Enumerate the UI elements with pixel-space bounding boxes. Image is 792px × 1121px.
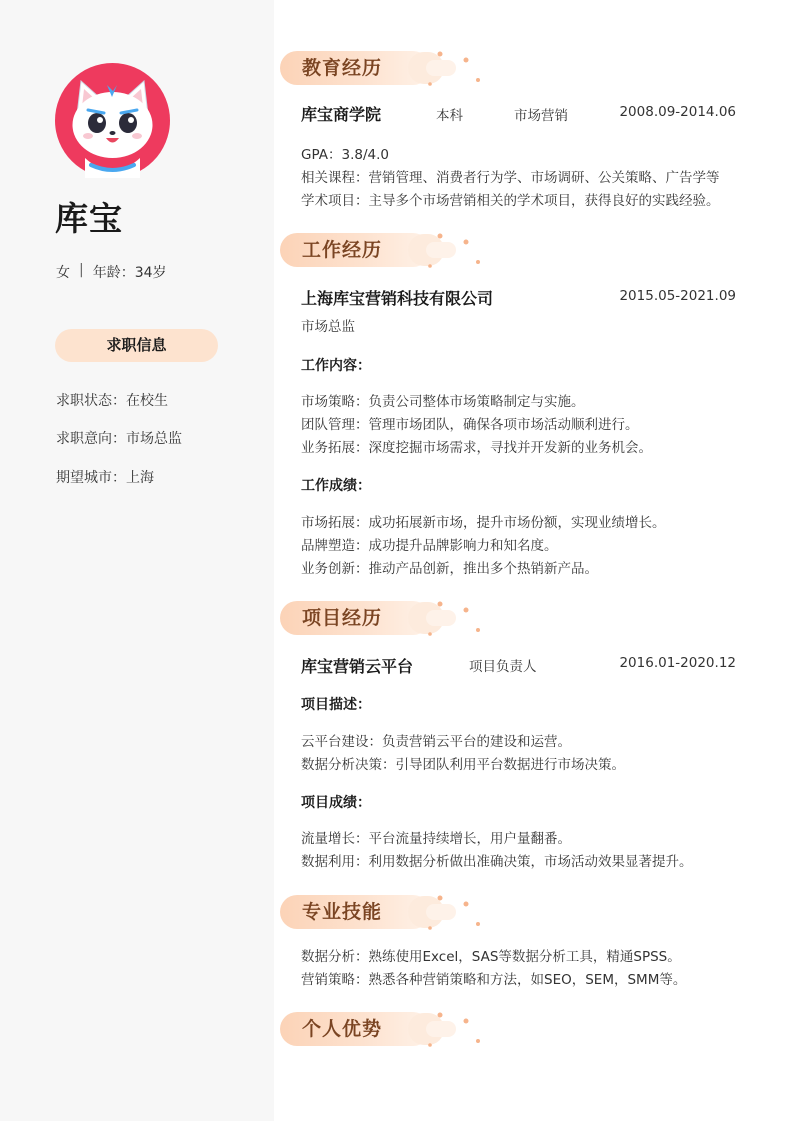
gender: 女 xyxy=(56,265,70,281)
dots-decoration-icon xyxy=(400,892,480,932)
project-desc-item: 数据分析决策：引导团队利用平台数据进行市场决策。 xyxy=(301,757,625,773)
section-header-work xyxy=(280,230,480,270)
dots-decoration-icon xyxy=(400,48,480,88)
project-desc-item: 云平台建设：负责营销云平台的建设和运营。 xyxy=(301,734,571,750)
avatar xyxy=(55,63,170,178)
basic-info xyxy=(56,262,167,282)
section-header-strengths xyxy=(280,1009,480,1049)
edu-projects: 学术项目：主导多个市场营销相关的学术项目，获得良好的实践经验。 xyxy=(301,193,720,209)
work-content-item: 业务拓展：深度挖掘市场需求，寻找并开发新的业务机会。 xyxy=(301,440,652,456)
dots-decoration-icon xyxy=(400,230,480,270)
project-role: 项目负责人 xyxy=(469,659,537,675)
job-status: 求职状态：在校生 xyxy=(56,393,168,409)
project-achievement-item: 流量增长：平台流量持续增长，用户量翻番。 xyxy=(301,831,571,847)
sidebar xyxy=(0,0,274,1121)
work-achievement-item: 业务创新：推动产品创新，推出多个热销新产品。 xyxy=(301,561,598,577)
edu-courses: 相关课程：营销管理、消费者行为学、市场调研、公关策略、广告学等 xyxy=(301,170,720,186)
section-title-skills: 专业技能 xyxy=(302,901,383,923)
skill-item: 营销策略：熟悉各种营销策略和方法，如SEO，SEM，SMM等。 xyxy=(301,972,687,988)
project-name: 库宝营销云平台 xyxy=(301,657,414,676)
work-period: 2015.05-2021.09 xyxy=(619,288,736,304)
section-title-project: 项目经历 xyxy=(302,607,383,629)
section-title-strengths: 个人优势 xyxy=(302,1018,383,1040)
section-header-skills xyxy=(280,892,480,932)
project-desc-title: 项目描述： xyxy=(301,697,371,713)
project-period: 2016.01-2020.12 xyxy=(619,655,736,671)
section-header-education xyxy=(280,48,480,88)
job-target: 求职意向：市场总监 xyxy=(56,431,182,447)
section-title-education: 教育经历 xyxy=(302,57,383,79)
edu-period: 2008.09-2014.06 xyxy=(619,104,736,120)
info-separator: | xyxy=(79,262,84,278)
edu-school: 库宝商学院 xyxy=(301,105,382,124)
work-position: 市场总监 xyxy=(301,319,355,335)
job-city: 期望城市：上海 xyxy=(56,470,154,486)
work-achievement-title: 工作成绩： xyxy=(301,478,371,494)
work-content-item: 团队管理：管理市场团队，确保各项市场活动顺利进行。 xyxy=(301,417,639,433)
dots-decoration-icon xyxy=(400,598,480,638)
work-achievement-item: 市场拓展：成功拓展新市场，提升市场份额，实现业绩增长。 xyxy=(301,515,666,531)
section-title-work: 工作经历 xyxy=(302,239,383,261)
section-header-project xyxy=(280,598,480,638)
age: 年龄：34岁 xyxy=(92,265,167,281)
cat-mascot-avatar-icon xyxy=(55,63,170,178)
work-company: 上海库宝营销科技有限公司 xyxy=(301,289,494,308)
project-achievement-item: 数据利用：利用数据分析做出准确决策，市场活动效果显著提升。 xyxy=(301,854,693,870)
main-content xyxy=(274,0,792,1121)
work-achievement-item: 品牌塑造：成功提升品牌影响力和知名度。 xyxy=(301,538,558,554)
candidate-name: 库宝 xyxy=(55,199,123,238)
work-content-item: 市场策略：负责公司整体市场策略制定与实施。 xyxy=(301,394,585,410)
job-intent-header: 求职信息 xyxy=(55,329,218,362)
edu-degree: 本科 xyxy=(436,108,463,124)
project-achievement-title: 项目成绩： xyxy=(301,795,371,811)
work-content-title: 工作内容： xyxy=(301,358,371,374)
edu-gpa: GPA：3.8/4.0 xyxy=(301,147,389,163)
edu-major: 市场营销 xyxy=(514,108,568,124)
dots-decoration-icon xyxy=(400,1009,480,1049)
skill-item: 数据分析：熟练使用Excel，SAS等数据分析工具，精通SPSS。 xyxy=(301,949,681,965)
